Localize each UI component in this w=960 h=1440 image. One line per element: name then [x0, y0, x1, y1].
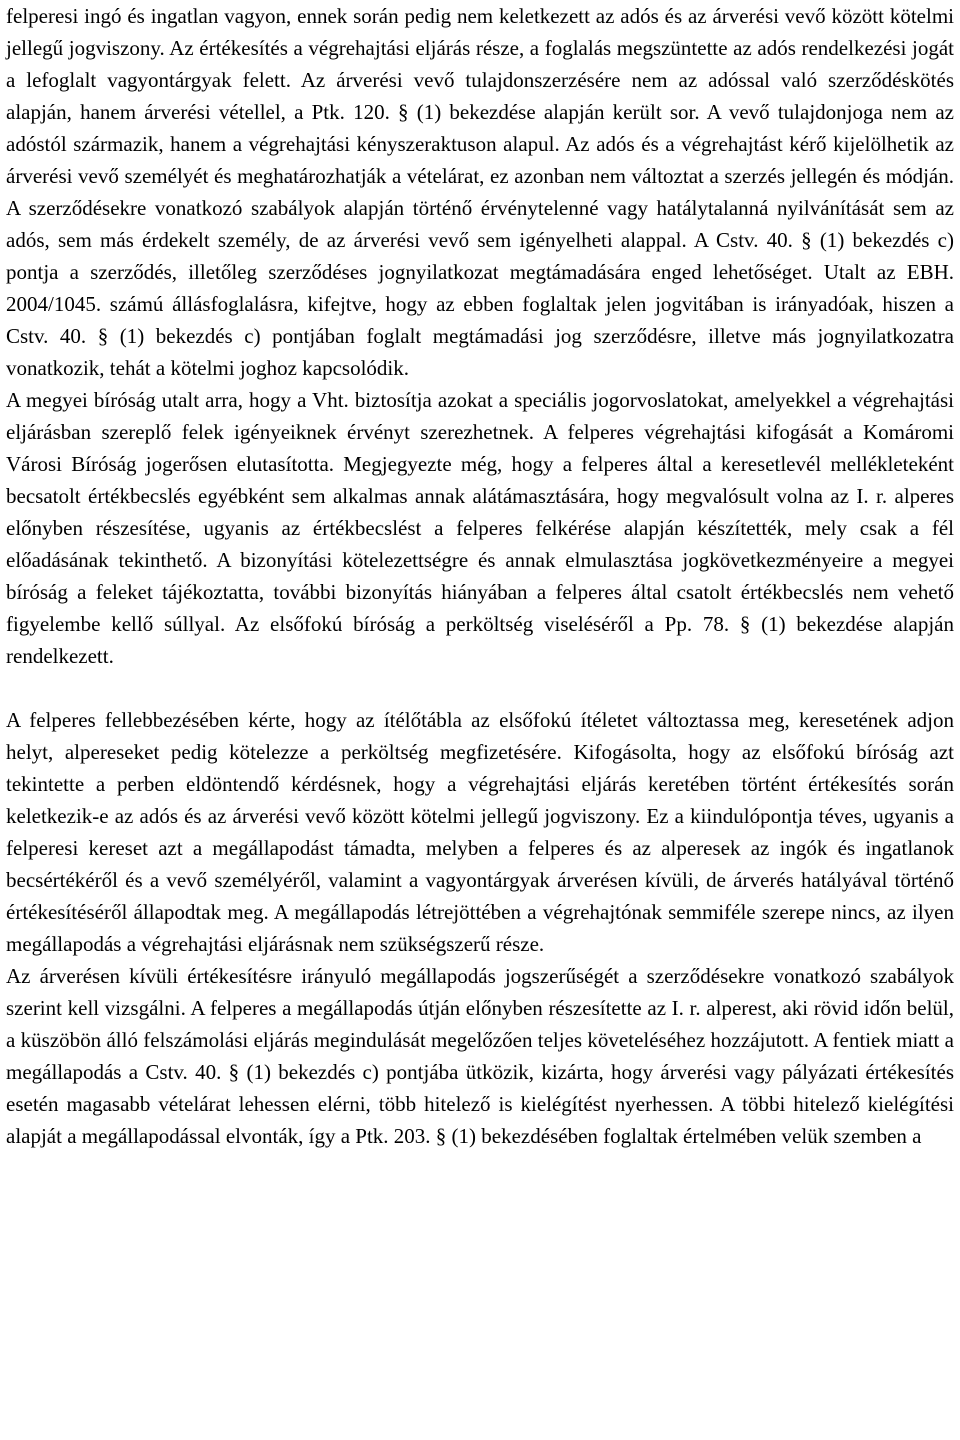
paragraph-1: felperesi ingó és ingatlan vagyon, ennek során pedig nem keletkezett az adós és az árverési vevő között kötelmi jellegű jogviszony. Az értékesítés a végrehajtási eljárás része, a foglalás megszüntette az adós rendelkezési jogát a lefoglalt vagyontárgyak felett. Az árverési vevő tulajdonszerzésére nem az adóssal való szerződéskötés alapján, hanem árverési vétellel, a Ptk. 120. § (1) bekezdése alapján került sor. A vevő tulajdonjoga nem az adóstól származik, hanem a végrehajtási kényszeraktuson alapul. Az adós és a végrehajtást kérő kijelölhetik az árverési vevő személyét és meghatározhatják a vételárat, ez azonban nem változtat a szerzés jellegén és módján. A szerződésekre vonatkozó szabályok alapján történő érvénytelenné vagy hatálytalanná nyilvánítását sem az adós, sem más érdekelt személy, de az árverési vevő sem igényelheti alappal. A Cstv. 40. § (1) bekezdés c) pontja a szerződés, illetőleg szerződéses jognyilatkozat megtámadására enged lehetőséget. Utalt az EBH. 2004/1045. számú állásfoglalásra, kifejtve, hogy az ebben foglaltak jelen jogvitában is irányadóak, hiszen a Cstv. 40. § (1) bekezdés c) pontjában foglalt megtámadási jog szerződésre, illetve más jognyilatkozatra vonatkozik, tehát a kötelmi joghoz kapcsolódik. — [6, 4, 954, 380]
paragraph-4: Az árverésen kívüli értékesítésre irányuló megállapodás jogszerűségét a szerződésekre vonatkozó szabályok szerint kell vizsgálni. A felperes a megállapodás útján előnyben részesítette az I. r. alperest, aki rövid időn belül, a küszöbön álló felszámolási eljárás megindulását megelőzően teljes követeléséhez hozzájutott. A fentiek miatt a megállapodás a Cstv. 40. § (1) bekezdés c) pontjába ütközik, kizárta, hogy árverési vagy pályázati értékesítés esetén magasabb vételárat lehessen elérni, több hitelező is kielégítést nyerhessen. A többi hitelező kielégítési alapját a megállapodással elvonták, így a Ptk. 203. § (1) bekezdésében foglaltak értelmében velük szemben a — [6, 964, 954, 1148]
paragraph-2: A megyei bíróság utalt arra, hogy a Vht. biztosítja azokat a speciális jogorvoslatokat, amelyekkel a végrehajtási eljárásban szereplő felek igényeiknek érvényt szerezhetnek. A felperes végrehajtási kifogását a Komáromi Városi Bíróság jogerősen elutasította. Megjegyezte még, hogy a felperes által a keresetlevél mellékleteként becsatolt értékbecslés egyébként sem alkalmas annak alátámasztására, hogy megvalósult volna az I. r. alperes előnyben részesítése, ugyanis az értékbecslést a felperes felkérése alapján készítették, mely csak a fél előadásának tekinthető. A bizonyítási kötelezettségre és annak elmulasztása jogkövetkezményeire a megyei bíróság a feleket tájékoztatta, további bizonyítás hiányában a felperes által csatolt értékbecslés nem vehető figyelembe kellő súllyal. Az elsőfokú bíróság a perköltség viseléséről a Pp. 78. § (1) bekezdése alapján rendelkezett. — [6, 388, 954, 668]
paragraph-3: A felperes fellebbezésében kérte, hogy az ítélőtábla az elsőfokú ítéletet változtassa meg, keresetének adjon helyt, alpereseket pedig kötelezze a perköltség megfizetésére. Kifogásolta, hogy az elsőfokú bíróság azt tekintette a perben eldöntendő kérdésnek, hogy a végrehajtási eljárás keretében történt értékesítés során keletkezik-e az adós és az árverési vevő között kötelmi jellegű jogviszony. Ez a kiindulópontja téves, ugyanis a felperesi kereset azt a megállapodást támadta, melyben a felperes és az alperesek az ingók és ingatlanok becsértékéről és a vevő személyéről, valamint a vagyontárgyak árverésen kívüli, de árverés hatályával történő értékesítéséről állapodtak meg. A megállapodás létrejöttében a végrehajtónak semmiféle szerepe nincs, az ilyen megállapodás a végrehajtási eljárásnak nem szükségszerű része. — [6, 708, 954, 956]
paragraph-gap — [6, 672, 954, 704]
